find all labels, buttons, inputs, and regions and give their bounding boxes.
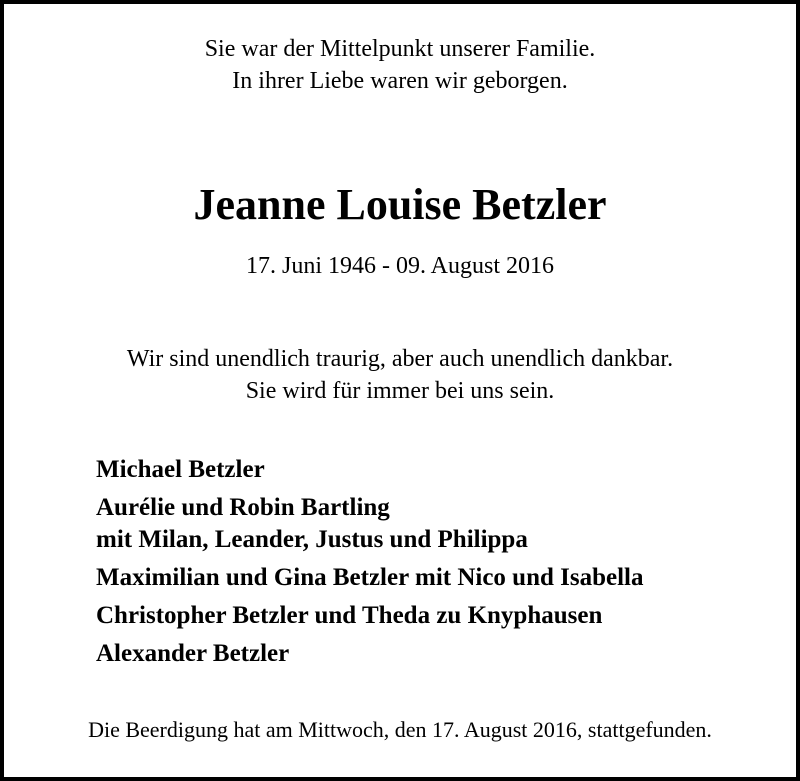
opening-verse-line-2: In ihrer Liebe waren wir geborgen. (232, 68, 568, 94)
mourner-bartling-line-1: Aurélie und Robin Bartling (96, 494, 390, 521)
opening-verse-line-1: Sie war der Mittelpunkt unserer Familie. (204, 36, 596, 62)
mourner-bartling-family (96, 492, 786, 562)
middle-verse-line-1: Wir sind unendlich traurig, aber auch unendlich dankbar. (126, 346, 674, 372)
mourner-christopher: Christopher Betzler und Theda zu Knyphausen (96, 602, 603, 629)
middle-verse (0, 343, 800, 407)
opening-verse (0, 33, 800, 97)
mourner-maximilian-family: Maximilian und Gina Betzler mit Nico und Isabella (96, 564, 644, 591)
funeral-notice: Die Beerdigung hat am Mittwoch, den 17. August 2016, stattgefunden. (88, 717, 712, 742)
mourner-bartling-line-2: mit Milan, Leander, Justus und Philippa (96, 526, 528, 553)
middle-verse-line-2: Sie wird für immer bei uns sein. (245, 378, 555, 404)
deceased-name: Jeanne Louise Betzler (193, 180, 607, 229)
mourner-alexander: Alexander Betzler (96, 640, 290, 667)
mourner-michael: Michael Betzler (96, 456, 265, 483)
mourners-list (96, 454, 786, 676)
life-dates: 17. Juni 1946 - 09. August 2016 (245, 253, 554, 279)
